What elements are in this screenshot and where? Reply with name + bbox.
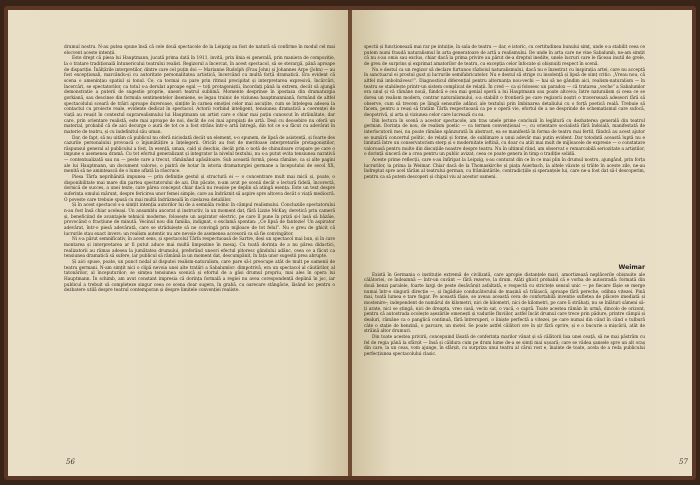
paragraph: Dar, de fapt, să nu uităm că publicul nu oferă niciodată decât un element, s-o spunem, de lipsă de asistență, și foarte des cazurile personalului provoacă o înjumătățire a înțelegerii. Oricât au fost de meritoase interpretarile protagoniștilor, răspunsul general al publicului a fost, în esență, uman, cald și deschis, decât prin o notă de chinuitoare crispare pe care o impune o asemenea dramă. Cu tot efortul generalizant și integrator la nivelul textului, nu s-a putut evita tensiunea narativă — contextualizată sau nu — peste care a trecut, rămânând apăsătoare. Sub această formă, piesa rămâne, ca și alte pagini ale lui Hauptmann, un document valoros, o piatră de hotar în istoria dramaturgiei germane a începutului de secol XX, menită să ne amintească de o lume aflată la răscruce. [64,135,335,175]
paragraph: Este drept că piesa lui Hauptmann, jucată prima dată în 1911, invită, prin linia ei generală, prin maniera de compoziție, la o tratare tradițională întunericului teatrului realist. Regizorul a încercat, în acest spectacol, să se sterargă, până aproape de dispariție. Înălțările interpretilor, dintre care cel puțin doi — Marianne Rudolph (Frau John) și Johannes Arpe (John) — au fost excepționali, marcându-și cu autoritate personalitatea artistică, încercând cu multă forță dramatică. Era evident că scena o amenințau spatiul și tonul. Ce, ca tocmai ca pare prin ritmul precipitat și interpretarea expresivă, încărcări, încercări, se spectatorilor, ca totul s-a derulat aproape egal — toți protagoniștii, încordați până la extrem, decât să ajungă demonstratie a puterii de sugestie proprie, uneori teatrul sublimă. Momente desprinse în ipostaza din dramaturgia gorkiană, sau descinse din formula sentimentelor ibseniene, se legau trainic de viziunea hauptmanniană, formând de altfel spectacolului sceară de trăiri aproape dureroase, simțite în carnea emoției celor mai ascuțite, cum se înțelegea adesea la contactul cu proiecte reale, evidente dedicat în spectacol. Actorii vorbind inteligent, tensiunea dramatică a coerenței de viață au reușit în contextul suprarealismului lui Hauptmann un artist care e chiar mai puțin cunoscut în străinătate, dar care, prin orientare realistă, este mai aproape de noi, decât de cei mai apropiați de artă. Deși cu deosebire nu oferă un material, probabil că de aici decurge o aură de tot ce a fost strâns într-o artă întregă, din tot ce s-a făcut cu adevărat în materie de teatru, și cu indefinitul său uman. [64,56,335,135]
paragraph: Din lectura în scenă a acestor spectacole, am tras unele prime concluzii în legătură cu dezbaterea generală din teatrul german. Dorința de nou, de realism poetic — ca termen convențional —, cu orientare socialistă fără îndoială, manifestată de interlocutorii mei, nu poate rămâne spânzurată în abstract, ea se manifestă în forma de teatru mai fertil, fiindcă au acest ajutor se numără concertul politic, de relații și forme, de sublimare a unui adevăr mai puțin evident. Dar totodată această luptă nu e limitată între un conservatorism sterp și o modernitate ieftină, cu doar cu atât mai mult de mijloacele de expresie — o constatare valoroasă pentru multe din discuțiile noastre despre teatru. Nu în ultimul rând, am observat o remarcabilă seriozitate a artiștilor, o dorință sinceră de a crea pentru un public avizat, ceea ce poate genera în timp o tradiție solidă. [364,118,645,158]
paragraph: Nu e destul ca un regizor să declare furtunos războiul naturalismului, dacă nu e înzestrat cu inspirația artei, care nu acceptă în sanctuarul ei prostul gust și lucrurile semifabricatelor. Nu e destul să strige cu insolență și lipsă de simț critic: „Vreau nou, că altfel mă imbolnăvesc!”. Diagnosticul diferențial pentru alternanța nou-vechi — hai să ne gândim aici, realism-naturalism — în teatru se stabilește printr-un sistem complicat de relații. În cred — ca și folosesc un paradox — că tratarea „veche” a Sabalumlor era unul și vă rămâne nouă, fiindcă e cea mai genial operă a lui Hauptmann sau poate altceva; între naturalism și ceea ce se dorea un realism modern, contrar naturalismului, s-a stabilit o frontieră pe care regizorii noștri o traversează adeseori fără să observe, cum să trecem pe lângă sensurile adânci ale textului prin îmbinarea detaliului cu o forță poetică reală. Trebuie să facem, pentru a reuși să tratăm Tărfa respectuoasă ca pe o operă vie, efortul de a ne desprinde de schematismul care sufocă, deopotrivă, și arta și viziunea celor care lucrează cu ea. [364,67,645,118]
left-page [8,10,348,476]
paragraph: drumul nostru. N-au putea spune însă că cele două spectacole de la Leipzig au fost de natură să confirme în modul cel mai elocvent aceste intenții. [64,45,335,56]
paragraph: Din toate acestea privirii, concepuind lăsată de conferința marilor vânat și să călătorii lisa unei ceață, să ne mai păstrăm cu fel de regia până la sfârșit — însă și căldura cum pe drum lume de-a se simți mai ușoară; care se vădea șansele spre un alt oraș din care, la un ceas, vom ajunge, în sfârșit, cu surpriza unui teatru al cărui rost e, înainte de toate, acela de a reda publicului perfecțiunea spectacolului clasic. [364,334,645,357]
section-break [364,181,645,273]
page-number: 56 [66,458,75,466]
paragraph: Și în acest spectacol s-a simțit intenția autorilor lui de a semnăla rodnic în câmpul realismului. Concluziile spectatorului n-au fost însă chiar aceleași. Un ansamblu ancorat și instructiv, la un moment dat, fără Lizzie McKay, deretică prin cameră și, beneficiind de avantajele tehnicii moderne, folosește un aspirator electric, pe care îl pune în priză și-l lasă să bâzâie, provocând o fracțiune de minută. Vecinul nou din familia, indignat, o exclamă spontan: „Ce lipsă de fantezie! Un aspirator adevărat, într-o piesă adevărată, care se străduiește să ne convingă prin mijloace de tot felul”. Nu e greu de ghicit că lucrurile stau exact invers: un realism autentic nu are nevoie de asemenea accesorii ca să fie convingător. [64,203,335,237]
section-heading: Weimar [618,263,645,271]
paragraph: Piesa Tărfa neprihănită impunea — prin definiție gestul și structură ei — o concentrare mult mai mică și, poate, o disponibilitate mai mare din partea spectatorului de azi. Din păcate, n-am avut pe scenă decât o lectură fidelă, încorectă, dornică de succes, a unei texte, care pârea conceput chiar dacă nu reușise pe deplin să atingă esența. Este un text despre suferința omului mărunt, despre fericirea unor femei simple, care au îndrăznit să aspire spre altceva decât o viață mediocră. O poveste care trebuie spusă cu mai multă îndrăzneală în cizelarea detaliilor. [64,175,335,203]
page-number: 57 [679,458,688,466]
paragraph: Ni s-a părut semnificativ, în acest sens, și spectacolul Tărfa respectuoasă de Sartre, deși un spectacol mai bun, și în care montarea și interpretarea ar fi putut aduce mai multă limpezime în mesaj. Cu toată dorința de a nu părea didactici, realizatorii au rămas adesea la jumătatea drumului, preferând uneori efectul pitoresc gândului adânc, ceea ce a făcut ca tensiunea dramatică să sufere, iar publicul să rămână la un moment dat, descumpănit, în fața unor sugestii prea abrupte. [64,237,335,260]
open-book [4,6,696,480]
paragraph: spectii și funcționează mai rar pe intuiție, în sala de teatru — dar, e istoric, cu certitudinea bunului simț, unde s-a stabilit ceea ce putem numi fraudă naturalismul în arta generatoare de artă a realismului. De unde în arta care ne vine Sabalumb, ne-am simțit că nu s-au omis sau exclus, chiar dacă la prima privire au părut de-a dreptul inedite, unele lucruri care le făceau inutil de grele, de greu de surprins și exprimat amatorilor de teatru, cu excepția celor înfocate și obișnuiți respect în scenă. [364,45,645,67]
paragraph: Există în Germania o instituție extremă de civilizată, care apropie distanțele mari, amortizează neplăcerile obișnuite ale călătoriei, ce îndeamnă — într-un cuvânt — fără rezerve, la drum. Atâți ghicit probabil că e vorba de autostradă: formată din două benzi paralele, foarte largi de peste desăvârșit asfaltată, e respectă cu strictețe sensul unic — pe fiecare fâșie se merge numai într-o singură direcție —, și îngăduie conducătorului de mașină să trăiască, aproape fără pereche, odihna vitezei. Pină mai, toată lumea e tare fugar. Pe această fâșie, se aveau această ceva de confortabilă inventie sufletea de plăcere imediată și mostenire-; independent de numărul de kilometri, nici de kilometri, nici de kilometri, pe care îi străbați, nu se înlături sâmeni să-ți arate, nici se știngă, nici de dreapta, vreo casă, vecin sat, o vacă, o capră. Toate acestea rămân în urmă, dincolo de orizont, pentru că autostrada ocolește așezările omenești și vadurile fluviilor, astfel încât drumul care trece prin pădure, printre câmpii și dealuri, rămâne ca o panglică continuă, fără întreruperi, o liniște perfectă a vitezei, pe care numai din când în când o tulbură câte o stație de benzină, o parcare, un motel. Se poate astfel călători ore în șir fără oprire, și e o bucurie a mișcării, atât de străină altor drumuri. [364,272,645,335]
paragraph: Aceste prime reflecții, care s-au înfiripat la Leipzig, s-au conturat din ce în ce mai plin în drumul nostru, ajungând, prin forța lucrurilor, la prima la Weimar. Chiar dacă de la Thomaskirche și piața Auerbach, la altele văzute și trăite în aceste zile, ne-au îndreptat spre acel tărâm al teatrului german, cu frământările, contradicțiile și speranțele lui, care ne-a fost dat să-l descoperim, pentru ca să putem descoperi și chipul viu al acestor oameni. [364,158,645,181]
paragraph: Și aici spuse, poate, un punct nodal al disputei realism-naturalism, care pare să-i preocupe atât de mult pe oamenii de teatru germani. N-am simțit nici o clipă nevoia unei alte tratări a Sabalumlor: dimpotrivă, era un spectacol al căutărilor, al tatonărilor, al începuturilor; se simțea tensiunea scenică și efortul de a găsi drumul propriu, mai ales în opera lui Hauptmann. În schimb, am avut constant impresia că dorința formală a regiei nu avea corespondență deplină în joc, iar publicul a trebuit să completeze singur ceea ce scena doar sugera, în grabă, cu oarecare stângăcie, lăsând loc pentru o dezbatere utilă despre teatrul contemporan și despre limitele convenției realiste. [64,259,335,294]
right-page-text [364,45,645,358]
right-page [352,10,692,476]
left-page-text [64,45,335,294]
